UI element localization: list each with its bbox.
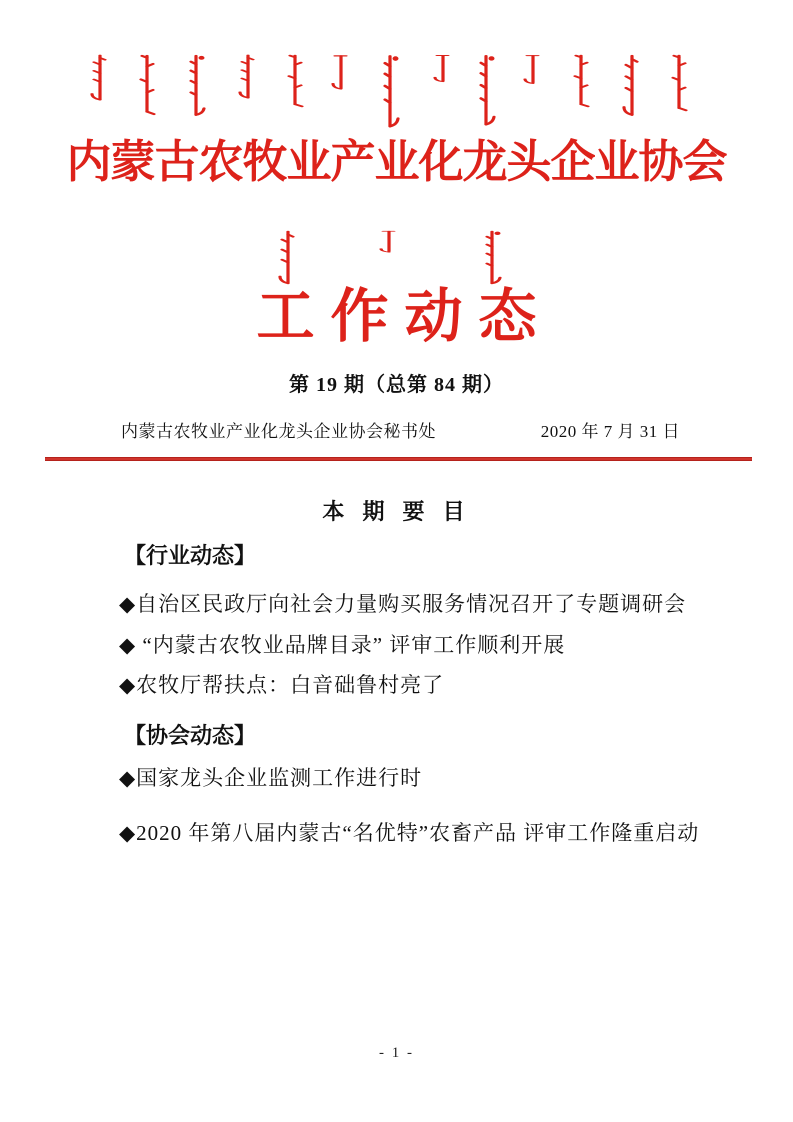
page-footer (0, 1043, 793, 1063)
section-association-news (0, 723, 793, 855)
toc-item: ◆农牧厅帮扶点：白音础鲁村亮了 (119, 673, 445, 697)
contents (0, 498, 793, 855)
issuer-name: 内蒙古农牧业产业化龙头企业协会秘书处 (121, 422, 436, 441)
toc-item: ◆自治区民政厅向社会力量购买服务情况召开了专题调研会 (119, 592, 687, 616)
toc-item: ◆ “内蒙古农牧业品牌目录” 评审工作顺利开展 (119, 633, 566, 657)
masthead-divider (45, 457, 752, 461)
mongolian-script-org-name-icon (86, 54, 708, 130)
issuer-row (0, 419, 793, 444)
toc-item: ◆2020 年第八届内蒙古“名优特”农畜产品 评审工作隆重启动 (119, 821, 700, 845)
section-title-industry: 【行业动态】 (124, 543, 257, 568)
section-title-association: 【协会动态】 (124, 723, 257, 748)
bulletin-title: 工作动态 (256, 284, 553, 349)
issue-date: 2020 年 7 月 31 日 (540, 422, 680, 441)
section-industry-news (0, 543, 793, 705)
masthead (0, 54, 793, 461)
mongolian-script-bulletin-icon (272, 230, 522, 286)
issue-number: 第 19 期（总第 84 期） (289, 374, 504, 396)
page-number: - 1 - (379, 1045, 414, 1061)
toc-item: ◆国家龙头企业监测工作进行时 (119, 766, 423, 790)
contents-heading: 本 期 要 目 (322, 499, 471, 524)
org-title: 内蒙古农牧业产业化龙头企业协会 (66, 137, 727, 187)
